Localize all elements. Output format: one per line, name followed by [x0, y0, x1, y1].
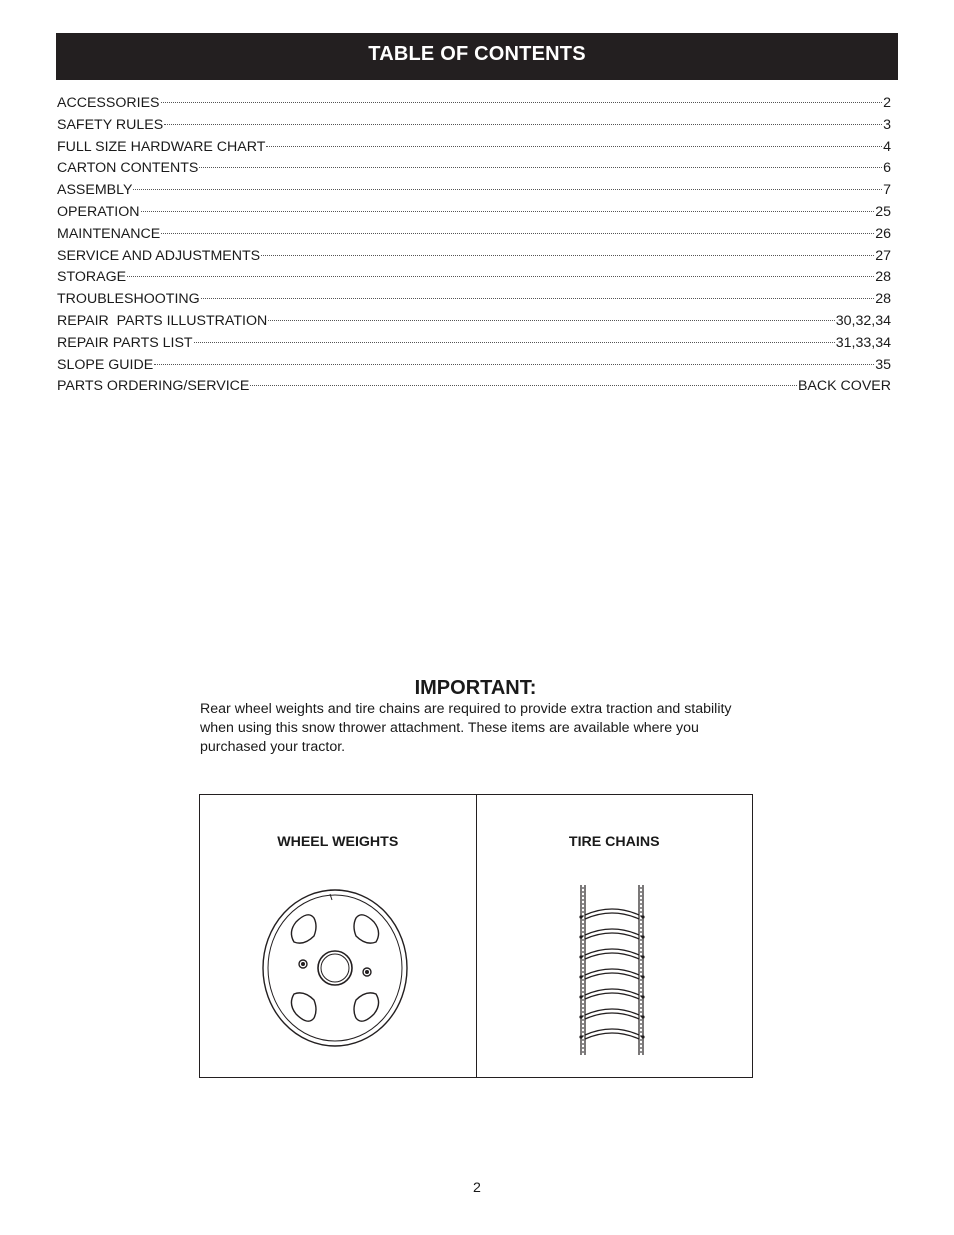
page-number: 2: [473, 1180, 481, 1196]
toc-entry-title: SERVICE AND ADJUSTMENTS: [57, 247, 261, 264]
tire-chains-box: [476, 795, 753, 1077]
toc-row[interactable]: [57, 202, 891, 224]
toc-entry-page: 6: [883, 160, 891, 177]
wheel-weights-label: WHEEL WEIGHTS: [277, 834, 399, 850]
dot-leader: [141, 211, 875, 212]
dot-leader: [154, 364, 874, 365]
toc-header: [56, 33, 898, 80]
accessory-boxes: [199, 794, 753, 1078]
toc-entry-title: MAINTENANCE: [57, 225, 161, 242]
toc-entry-page: 26: [875, 225, 891, 242]
toc-entry-page: 31,33,34: [835, 334, 891, 351]
dot-leader: [194, 342, 835, 343]
toc-entry-title: ASSEMBLY: [57, 182, 133, 199]
toc-row[interactable]: [57, 93, 891, 115]
toc-row[interactable]: [57, 355, 891, 377]
dot-leader: [261, 255, 874, 256]
toc-row[interactable]: [57, 158, 891, 180]
toc-row[interactable]: [57, 246, 891, 268]
toc-row[interactable]: [57, 137, 891, 159]
important-heading: IMPORTANT:: [414, 677, 537, 699]
toc-entry-page: 30,32,34: [835, 312, 891, 329]
toc-entry-title: STORAGE: [57, 269, 127, 286]
toc-row[interactable]: [57, 289, 891, 311]
dot-leader: [199, 167, 882, 168]
toc-entry-title: CARTON CONTENTS: [57, 160, 199, 177]
toc-entry-page: 35: [875, 356, 891, 373]
toc-entry-page: 27: [875, 247, 891, 264]
dot-leader: [266, 146, 882, 147]
toc-entry-page: 28: [875, 269, 891, 286]
wheel-weight-icon: [260, 888, 410, 1048]
tire-chain-icon: [575, 883, 655, 1059]
important-text: Rear wheel weights and tire chains are required to provide extra traction and stability when using this snow thrower attachment. These items are available where you purchased your tractor.: [200, 701, 732, 755]
toc-entry-page: 2: [883, 95, 891, 111]
dot-leader: [161, 102, 883, 103]
dot-leader: [164, 124, 882, 125]
dot-leader: [201, 298, 875, 299]
toc-entry-title: REPAIR PARTS ILLUSTRATION: [57, 312, 268, 329]
important-notice: [200, 676, 760, 757]
toc-row[interactable]: [57, 333, 891, 355]
toc-row[interactable]: [57, 376, 891, 398]
toc-entry-title: FULL SIZE HARDWARE CHART: [57, 138, 266, 155]
toc-entry-page: 3: [883, 116, 891, 133]
wheel-weights-box: [200, 795, 476, 1077]
toc-row[interactable]: [57, 180, 891, 202]
dot-leader: [133, 189, 882, 190]
toc-entry-page: 25: [875, 203, 891, 220]
toc-header-title: TABLE OF CONTENTS: [368, 43, 586, 65]
dot-leader: [161, 233, 874, 234]
table-of-contents: [57, 93, 891, 398]
toc-row[interactable]: [57, 267, 891, 289]
toc-entry-title: REPAIR PARTS LIST: [57, 334, 193, 351]
toc-entry-page: 28: [875, 291, 891, 308]
toc-entry-title: SAFETY RULES: [57, 116, 164, 133]
toc-row[interactable]: [57, 311, 891, 333]
tire-chains-label: TIRE CHAINS: [568, 834, 660, 850]
toc-entry-title: TROUBLESHOOTING: [57, 291, 200, 308]
toc-entry-page: 7: [883, 182, 891, 199]
dot-leader: [250, 385, 797, 386]
toc-entry-page: BACK COVER: [797, 378, 891, 395]
toc-row[interactable]: [57, 115, 891, 137]
dot-leader: [268, 320, 835, 321]
toc-entry-title: SLOPE GUIDE: [57, 356, 154, 373]
toc-row[interactable]: [57, 224, 891, 246]
toc-entry-title: ACCESSORIES: [57, 95, 160, 111]
toc-entry-title: OPERATION: [57, 203, 140, 220]
toc-entry-page: 4: [883, 138, 891, 155]
dot-leader: [127, 276, 874, 277]
toc-entry-title: PARTS ORDERING/SERVICE: [57, 378, 250, 395]
